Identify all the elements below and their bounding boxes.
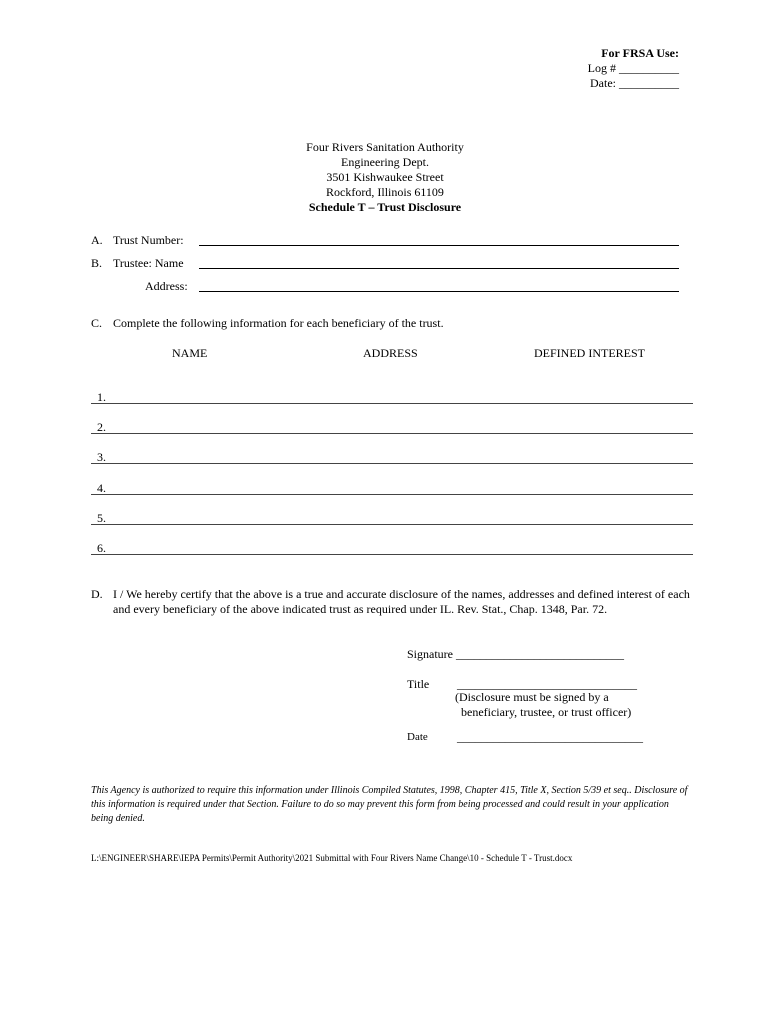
- signature-note-line: (Disclosure must be signed by a: [455, 690, 609, 704]
- beneficiary-row-line[interactable]: [91, 494, 693, 495]
- certification-text: I / We hereby certify that the above is a true and accurate disclosure of the names, addresses and defined interest of each and every beneficiary of the above indicated trust as required under IL. Rev. Stat., Chap. 1348, Par. 72.: [113, 587, 690, 616]
- column-header-name: NAME: [172, 346, 208, 360]
- beneficiary-row-number: 2.: [97, 420, 106, 434]
- title-label: Title: [407, 677, 430, 691]
- title-field[interactable]: ______________________________: [457, 677, 637, 691]
- frsa-use-block: [588, 46, 679, 91]
- trust-number-field[interactable]: [199, 245, 679, 246]
- trustee-name-field[interactable]: [199, 268, 679, 269]
- file-path-footer: L:\ENGINEER\SHARE\IEPA Permits\Permit Authority\2021 Submittal with Four Rivers Name Change\10 - Schedule T - Trust.docx: [91, 853, 573, 863]
- section-b-letter: B.: [91, 256, 103, 270]
- agency-notice: This Agency is authorized to require this information under Illinois Compiled Statutes, 1998, Chapter 415, Title X, Section 5/39 et seq.. Disclosure of this information is required under that Section. Failure to do so may prevent this form from being processed and could result in your application being denied.: [91, 785, 688, 824]
- section-a-letter: A.: [91, 233, 103, 247]
- signature-note: [455, 690, 631, 720]
- city-address: Rockford, Illinois 61109: [326, 185, 444, 199]
- certification-block: [91, 587, 691, 617]
- signature-field[interactable]: Signature ____________________________: [407, 647, 624, 661]
- street-address: 3501 Kishwaukee Street: [326, 170, 444, 184]
- frsa-use-heading: For FRSA Use:: [601, 46, 679, 60]
- document-header: [0, 140, 770, 215]
- frsa-date-field: Date: __________: [590, 76, 679, 90]
- beneficiary-row-number: 1.: [97, 390, 106, 404]
- frsa-log-field: Log # __________: [587, 61, 679, 75]
- beneficiary-instruction: Complete the following information for each beneficiary of the trust.: [113, 316, 444, 330]
- org-name: Four Rivers Sanitation Authority: [306, 140, 464, 154]
- beneficiary-row-number: 5.: [97, 511, 106, 525]
- trustee-address-label: Address:: [145, 279, 188, 293]
- dept-name: Engineering Dept.: [341, 155, 429, 169]
- column-header-defined-interest: DEFINED INTEREST: [534, 346, 645, 360]
- date-label: Date: [407, 731, 428, 743]
- beneficiary-row-number: 4.: [97, 481, 106, 495]
- beneficiary-row-line[interactable]: [91, 463, 693, 464]
- trust-number-label: Trust Number:: [113, 233, 184, 247]
- document-title: Schedule T – Trust Disclosure: [308, 200, 462, 214]
- trustee-address-field[interactable]: [199, 291, 679, 292]
- section-c-letter: C.: [91, 316, 103, 330]
- signature-note-line: beneficiary, trustee, or trust officer): [461, 705, 632, 719]
- beneficiary-row-line[interactable]: [91, 403, 693, 404]
- beneficiary-row-number: 3.: [97, 450, 106, 464]
- trustee-name-label: Trustee: Name: [113, 256, 184, 270]
- beneficiary-row-line[interactable]: [91, 433, 693, 434]
- beneficiary-row-line[interactable]: [91, 554, 693, 555]
- column-header-address: ADDRESS: [363, 346, 418, 360]
- section-d-letter: D.: [91, 587, 103, 601]
- beneficiary-row-line[interactable]: [91, 524, 693, 525]
- beneficiary-row-number: 6.: [97, 541, 106, 555]
- date-field[interactable]: _______________________________: [457, 730, 643, 744]
